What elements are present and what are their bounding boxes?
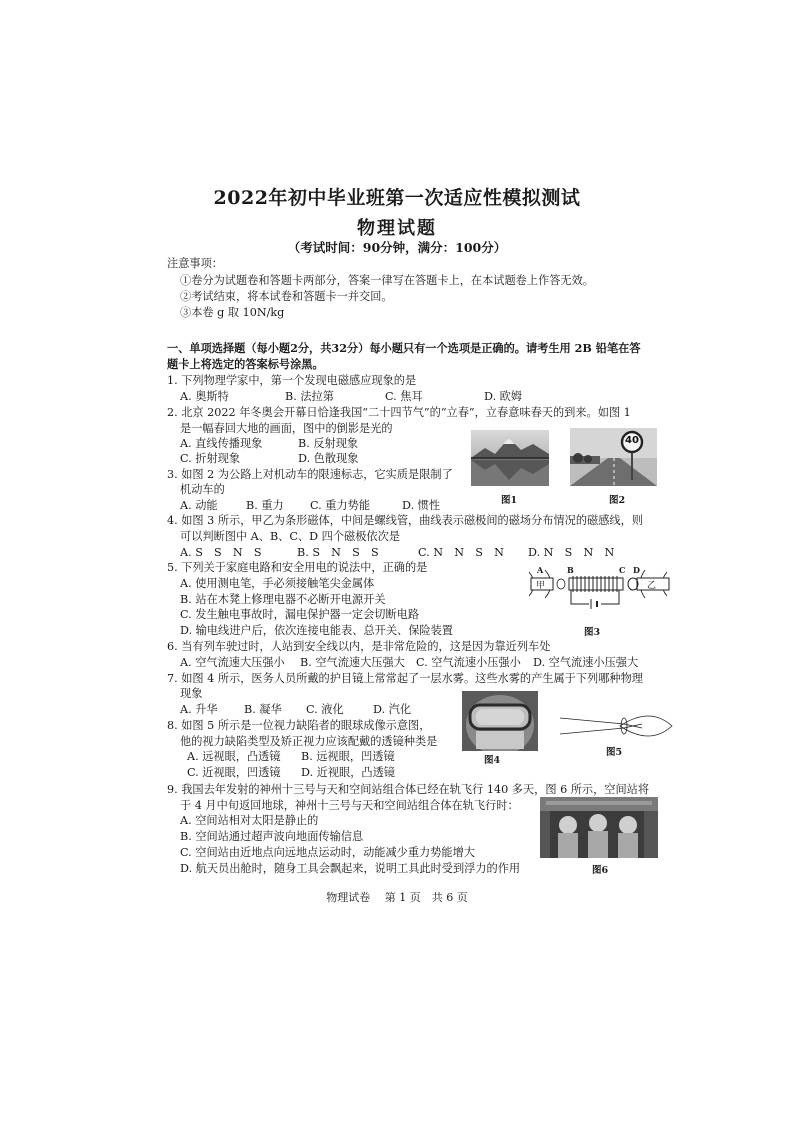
- notice-item-2: ②考试结束，将本试卷和答题卡一并交回。: [180, 290, 393, 303]
- q3-option-c: C. 重力势能: [310, 499, 371, 512]
- fig3-label-jia: 甲: [536, 581, 546, 591]
- q8-stem-line1: 8. 如图 5 所示是一位视力缺陷者的眼球成像示意图，: [167, 719, 431, 732]
- q1-option-c: C. 焦耳: [385, 390, 423, 403]
- fig3-label-c: C: [619, 565, 626, 575]
- q9-stem-line2: 于 4 月中旬返回地球，神州十三号与天和空间站组合体在轨飞行时：: [180, 799, 519, 812]
- q2-stem-line2: 是一幅春回大地的画面，图中的倒影是光的: [180, 422, 393, 435]
- q3-option-b: B. 重力: [246, 499, 284, 512]
- q5-option-d: D. 输电线进户后，依次连接电能表、总开关、保险装置: [180, 624, 453, 637]
- figure-6-caption: 图6: [592, 865, 609, 876]
- q5-option-a: A. 使用测电笔，手必须接触笔尖金属体: [180, 577, 375, 590]
- q2-option-a: A. 直线传播现象: [180, 437, 263, 450]
- q6-option-a: A. 空气流速大压强小: [180, 656, 285, 669]
- q1-option-b: B. 法拉第: [285, 390, 334, 403]
- q9-stem-line1: 9. 我国去年发射的神州十三号与天和空间站组合体已经在轨飞行 140 多天，图 6 所示，空间站将: [167, 783, 650, 796]
- q2-option-d: D. 色散现象: [298, 452, 359, 465]
- figure-4-caption: 图4: [484, 755, 501, 766]
- fig3-label-b: B: [567, 565, 574, 575]
- figure-6-photo: [540, 797, 658, 858]
- fig3-label-d: D: [633, 565, 640, 575]
- q4-option-b: B. S N S S: [297, 546, 379, 559]
- q8-option-a: A. 远视眼，凸透镜: [187, 750, 281, 763]
- q2-option-c: C. 折射现象: [180, 452, 241, 465]
- q3-stem-line2: 机动车的: [180, 483, 225, 496]
- q4-option-c: C. N N S N: [418, 546, 504, 559]
- exam-title: 2022年初中毕业班第一次适应性模拟测试: [213, 187, 581, 209]
- q9-option-a: A. 空间站相对太阳是静止的: [180, 814, 319, 827]
- q5-option-c: C. 发生触电事故时，漏电保护器一定会切断电路: [180, 608, 420, 621]
- q1-stem: 1. 下列物理学家中，第一个发现电磁感应现象的是: [167, 374, 417, 387]
- q6-option-d: D. 空气流速小压强大: [533, 656, 639, 669]
- q2-stem-line1: 2. 北京 2022 年冬奥会开幕日恰逢我国“二十四节气”的“立春”，立春意味春天的到来。如图 1: [167, 406, 631, 419]
- q1-option-d: D. 欧姆: [484, 390, 523, 403]
- q6-option-c: C. 空气流速小压强小: [416, 656, 521, 669]
- q4-option-d: D. N S N N: [528, 546, 615, 559]
- q4-stem-line1: 4. 如图 3 所示，甲乙为条形磁体，中间是螺线管，曲线表示磁极间的磁场分布情况的磁感线，则: [167, 514, 643, 527]
- page-footer: 物理试卷 第 1 页 共 6 页: [326, 891, 468, 904]
- figure-2-caption: 图2: [609, 495, 626, 506]
- q8-option-d: D. 近视眼，凸透镜: [301, 766, 395, 779]
- fig3-label-a: A: [537, 565, 544, 575]
- q7-option-a: A. 升华: [180, 703, 218, 716]
- section-heading-line1: 一、单项选择题（每小题2分，共32分）每小题只有一个选项是正确的。请考生用 2B 铅笔在答: [167, 341, 641, 355]
- q6-stem: 6. 当有列车驶过时，人站到安全线以内，是非常危险的，这是因为靠近列车处: [167, 640, 551, 653]
- q3-option-a: A. 动能: [180, 499, 218, 512]
- q7-option-c: C. 液化: [306, 703, 344, 716]
- speed-limit-number: 40: [625, 435, 639, 446]
- q9-option-d: D. 航天员出舱时，随身工具会飘起来，说明工具此时受到浮力的作用: [180, 862, 521, 875]
- q4-option-a: A. S S N S: [180, 546, 262, 559]
- notice-heading: 注意事项：: [167, 257, 223, 270]
- q2-option-b: B. 反射现象: [298, 437, 359, 450]
- q5-stem: 5. 下列关于家庭电路和安全用电的说法中，正确的是: [167, 561, 428, 574]
- q3-stem-line1: 3. 如图 2 为公路上对机动车的限速标志，它实质是限制了: [167, 468, 453, 481]
- q6-option-b: B. 空气流速大压强大: [300, 656, 405, 669]
- notice-item-1: ①卷分为试题卷和答题卡两部分，答案一律写在答题卡上，在本试题卷上作答无效。: [180, 274, 594, 287]
- exam-time-info: （考试时间：90分钟，满分：100分）: [287, 240, 507, 255]
- q7-stem-line2: 现象: [180, 687, 203, 700]
- figure-1-caption: 图1: [501, 495, 518, 506]
- q7-option-d: D. 汽化: [373, 703, 412, 716]
- q9-option-b: B. 空间站通过超声波向地面传输信息: [180, 830, 364, 843]
- figure-3-caption: 图3: [584, 627, 601, 638]
- q8-option-c: C. 近视眼，凹透镜: [187, 766, 281, 779]
- figure-1-photo: [471, 430, 549, 486]
- q7-stem-line1: 7. 如图 4 所示，医务人员所戴的护目镜上常常起了一层水雾。这些水雾的产生属于下列哪种物理: [167, 672, 643, 685]
- figure-2-photo: [570, 428, 657, 486]
- q5-option-b: B. 站在木凳上修理电器不必断开电源开关: [180, 593, 386, 606]
- figure-5-caption: 图5: [606, 747, 623, 758]
- q9-option-c: C. 空间站由近地点向远地点运动时，动能减少重力势能增大: [180, 846, 475, 859]
- section-heading-line2: 题卡上将选定的答案标号涂黑。: [167, 357, 324, 371]
- q3-option-d: D. 惯性: [402, 499, 441, 512]
- figure-3-diagram: [525, 564, 675, 616]
- q8-option-b: B. 远视眼，凹透镜: [301, 750, 395, 763]
- exam-subtitle: 物理试题: [357, 218, 437, 239]
- q1-option-a: A. 奥斯特: [180, 390, 229, 403]
- q7-option-b: B. 凝华: [244, 703, 282, 716]
- figure-4-photo: [462, 691, 538, 751]
- fig3-label-yi: 乙: [647, 581, 657, 591]
- q4-stem-line2: 可以判断图中 A、B、C、D 四个磁极依次是: [180, 530, 400, 543]
- q8-stem-line2: 他的视力缺陷类型及矫正视力应该配戴的透镜种类是: [180, 735, 438, 748]
- notice-item-3: ③本卷 g 取 10N/kg: [180, 306, 285, 319]
- figure-5-diagram: [560, 712, 680, 740]
